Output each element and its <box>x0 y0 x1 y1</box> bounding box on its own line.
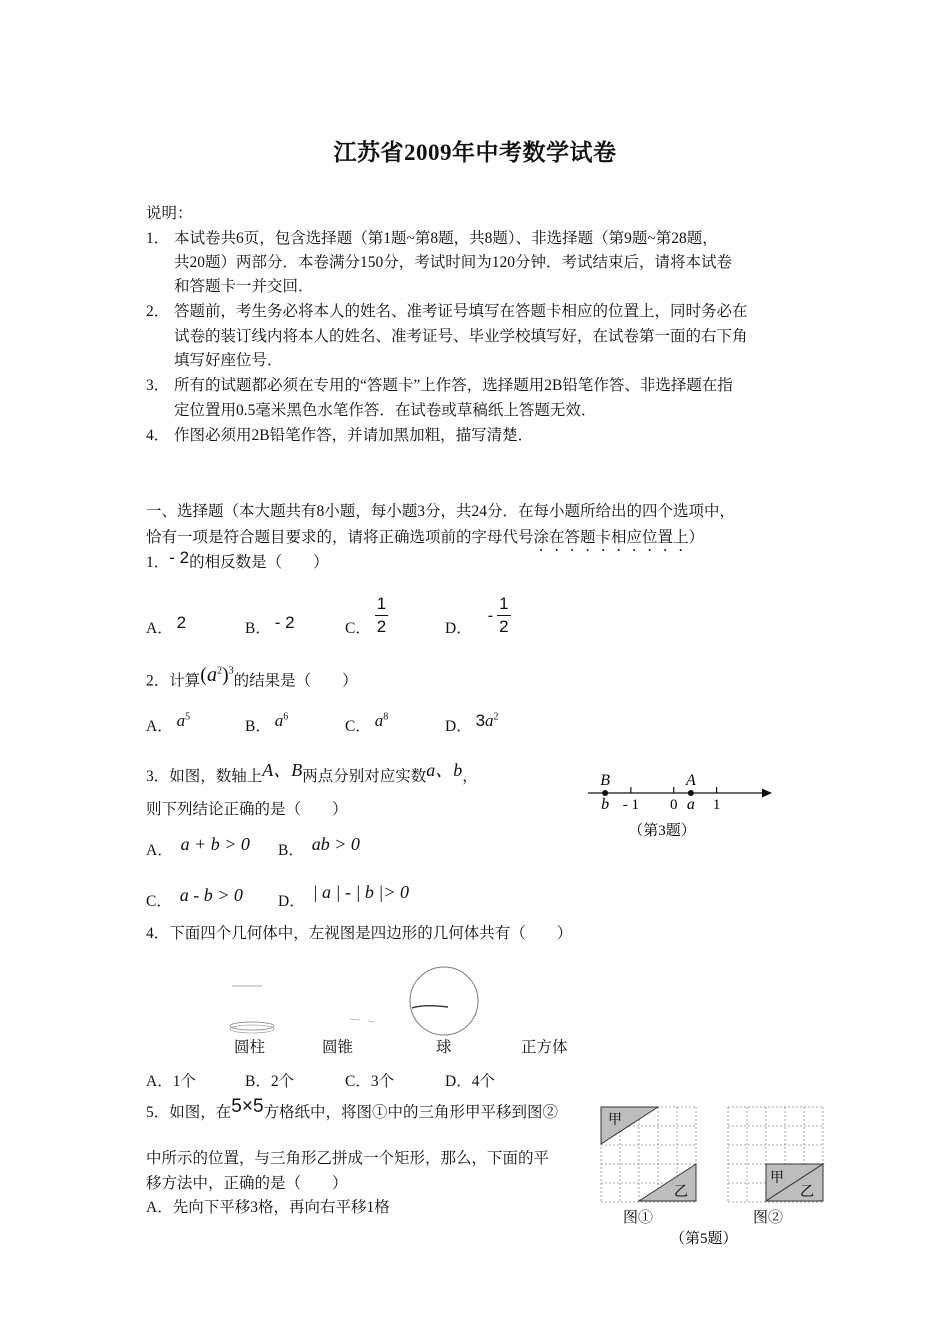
q2-number: 2． <box>146 672 170 690</box>
q4-stem <box>146 923 572 945</box>
q4-shape-cylinder: 圆柱 <box>234 1039 266 1056</box>
instruction-3-line-2: 定位置用0.5毫米黑色水笔作答．在试卷或草稿纸上答题无效． <box>174 402 597 419</box>
page-title: 江苏省2009年中考数学试卷 <box>333 140 617 165</box>
q4-option-a-value: 1个 <box>172 1073 196 1090</box>
q2-inner-exponent: 2 <box>216 665 222 676</box>
q1-option-a <box>146 613 187 638</box>
q1-option-d-label: D． <box>445 620 472 637</box>
q2-base: a <box>206 663 217 686</box>
q3-figure-caption: （第3题） <box>628 823 696 839</box>
number-line-tick-label-minus-1: - 1 <box>622 797 639 813</box>
sphere-icon <box>410 967 478 1035</box>
q4-option-d <box>445 1071 495 1093</box>
q5-stem <box>146 1098 558 1127</box>
instruction-1-line-3: 和答题卡一并交回． <box>174 278 314 295</box>
instruction-1-line-2: 共20题）两部分．本卷满分150分，考试时间为120分钟．考试结束后，请将本试卷 <box>174 254 733 271</box>
q3-end: ， <box>462 768 478 785</box>
q5-figure-1-grid <box>601 1107 696 1226</box>
q3-line-2: 则下列结论正确的是（ ） <box>146 801 348 818</box>
q2-option-c-base: a <box>374 711 384 730</box>
q1-option-d-fraction <box>497 593 510 638</box>
number-line-tick-label-0: 0 <box>669 797 678 813</box>
instruction-2-no: 2． <box>146 303 170 320</box>
q4-option-a <box>146 1071 196 1093</box>
q5-line-3: 移方法中，正确的是（ ） <box>146 1175 348 1192</box>
q2-option-c <box>345 711 389 736</box>
number-line-label-a: a <box>686 796 695 813</box>
instruction-2-line-2: 试卷的装订线内将本人的姓名、准考证号、毕业学校填写好，在试卷第一面的右下角 <box>174 328 748 345</box>
q5-grid-size: 5×5 <box>231 1096 264 1117</box>
q4-option-c <box>345 1071 394 1093</box>
q1-option-d-numerator: 1 <box>497 593 510 616</box>
q1-option-d <box>445 590 511 638</box>
q1-option-c-label: C． <box>345 620 371 637</box>
section1-line-2-end: ） <box>688 529 705 546</box>
q3-vars: a、b <box>426 760 463 780</box>
q3-option-b-expr: ab > 0 <box>311 834 360 854</box>
q2-option-a-label: A． <box>146 718 173 735</box>
instruction-4-line-1: 作图必须用2B铅笔作答，并请加黑加粗，描写清楚． <box>174 427 534 444</box>
q2-option-c-exp: 8 <box>383 711 389 723</box>
q4-option-a-label: A． <box>146 1073 173 1090</box>
q1-option-a-value: 2 <box>176 613 187 632</box>
q3-mid: 两点分别对应实数 <box>302 768 427 785</box>
q1-expression: - 2 <box>169 548 190 567</box>
q2-option-b-base: a <box>274 711 284 730</box>
instruction-2-line-3: 填写好座位号． <box>174 352 283 369</box>
q5-post: 方格纸中，将图①中的三角形甲平移到图② <box>263 1104 559 1121</box>
q4-option-d-label: D． <box>445 1073 472 1090</box>
q5-option-a: A．先向下平移3格，再向右平移1格 <box>146 1199 390 1216</box>
q1-text: 的相反数是（ ） <box>189 554 329 571</box>
instruction-3-no: 3． <box>146 377 170 394</box>
instruction-4-no: 4． <box>146 427 170 444</box>
q1-stem <box>146 548 329 574</box>
q3-option-a-label: A． <box>146 842 173 859</box>
q2-option-c-label: C． <box>345 718 371 735</box>
q4-option-b <box>245 1071 294 1093</box>
q3-option-d-label: D． <box>278 893 305 910</box>
q5-number: 5． <box>146 1104 170 1121</box>
q3-option-c-expr: a - b > 0 <box>179 885 243 905</box>
q2-pre: 计算 <box>169 672 201 690</box>
q2-option-d-label: D． <box>445 718 472 735</box>
section1-emphasis: 涂在答题卡相应位置上 <box>533 529 689 546</box>
q2-option-b-exp: 6 <box>283 711 289 723</box>
instruction-1-line-1: 本试卷共6页，包含选择题（第1题~第8题，共8题）、非选择题（第9题~第28题， <box>174 230 718 247</box>
instruction-1-no: 1． <box>146 230 170 247</box>
q5-figure-2-grid <box>728 1107 823 1226</box>
q2-option-a-base: a <box>176 711 186 730</box>
q3-option-b-label: B． <box>278 842 304 859</box>
q3-option-d <box>278 882 410 911</box>
q4-option-b-label: B． <box>245 1073 271 1090</box>
instructions-heading: 说明： <box>146 205 193 222</box>
q3-option-b <box>278 834 360 860</box>
q5-figures <box>598 1102 828 1252</box>
section1-line-1: 一、选择题（本大题共有8小题，每小题3分，共24分．在每小题所给出的四个选项中， <box>146 503 736 520</box>
q4-option-b-value: 2个 <box>270 1073 295 1090</box>
q1-option-b <box>245 613 295 638</box>
q2-option-a-exp: 5 <box>185 711 191 723</box>
q1-option-a-label: A． <box>146 620 173 637</box>
q3-number: 3． <box>146 768 170 785</box>
q2-text: 的结果是（ ） <box>233 672 358 690</box>
q4-option-c-label: C． <box>345 1073 371 1090</box>
q4-option-d-value: 4个 <box>471 1073 495 1090</box>
q3-option-d-expr: | a | - | b |> 0 <box>312 882 410 902</box>
figure-1-label-yi: 乙 <box>674 1185 688 1200</box>
q2-stem <box>146 662 358 696</box>
q3-option-c-label: C． <box>146 893 172 910</box>
q4-shape-cube: 正方体 <box>521 1039 568 1056</box>
q3-option-a <box>146 834 250 860</box>
q4-option-c-value: 3个 <box>370 1073 395 1090</box>
q3-option-a-expr: a + b > 0 <box>180 834 250 854</box>
q1-option-d-sign: - <box>487 605 494 625</box>
q2-option-b-label: B． <box>245 718 271 735</box>
cylinder-icon <box>230 986 274 1033</box>
q5-figure-caption: （第5题） <box>670 1231 738 1247</box>
q5-figure-2-label: 图② <box>753 1210 784 1226</box>
figure-1-label-jia: 甲 <box>608 1113 622 1128</box>
q2-option-b <box>245 711 289 736</box>
q3-number-line-figure <box>580 765 780 845</box>
section1-line-2-start: 恰有一项是符合题目要求的，请将正确选项前的字母代号 <box>146 529 534 546</box>
q2-option-a <box>146 711 191 736</box>
q3-option-c <box>146 885 243 911</box>
number-line-arrow-icon <box>762 789 772 798</box>
q3-stem <box>146 762 478 790</box>
q2-option-d <box>445 711 499 736</box>
q5-figure-1-label: 图① <box>623 1210 654 1226</box>
q2-option-d-coef: 3 <box>475 711 486 730</box>
instruction-3-line-1: 所有的试题都必须在专用的“答题卡”上作答，选择题用2B铅笔作答、非选择题在指 <box>174 377 733 394</box>
q2-outer-exponent: 3 <box>228 665 234 676</box>
q2-option-d-exp: 2 <box>493 711 499 723</box>
q5-line-2: 中所示的位置，与三角形乙拼成一个矩形，那么，下面的平 <box>146 1150 550 1167</box>
q3-pre: 如图，数轴上 <box>169 768 263 785</box>
number-line-label-A: A <box>685 772 696 789</box>
q1-option-b-label: B． <box>245 620 271 637</box>
q1-option-c-numerator: 1 <box>375 593 388 616</box>
q1-number: 1． <box>146 554 170 571</box>
q2-option-d-base: a <box>485 711 494 730</box>
q2-expression: $(a^2)^3$ <box>200 663 234 686</box>
q3-points: A、B <box>262 760 303 780</box>
q1-option-c <box>345 590 388 638</box>
number-line-tick-label-1: 1 <box>712 797 721 813</box>
q4-solids-figure <box>220 960 520 1040</box>
q4-shape-sphere: 球 <box>436 1039 452 1056</box>
q1-option-c-denominator: 2 <box>376 617 387 636</box>
q1-option-d-denominator: 2 <box>499 617 509 636</box>
number-line-label-B: B <box>600 772 611 789</box>
figure-2-label-jia: 甲 <box>770 1171 784 1186</box>
instruction-2-line-1: 答题前，考生务必将本人的姓名、准考证号填写在答题卡相应的位置上，同时务必在 <box>174 303 748 320</box>
q4-number: 4． <box>146 925 170 942</box>
q1-option-b-value: - 2 <box>274 613 295 632</box>
q1-option-c-fraction <box>375 593 388 638</box>
q4-shape-cone: 圆锥 <box>322 1039 354 1056</box>
q5-pre: 如图，在 <box>169 1104 232 1121</box>
q4-text: 下面四个几何体中，左视图是四边形的几何体共有（ ） <box>169 925 573 942</box>
figure-2-label-yi: 乙 <box>800 1185 814 1200</box>
cone-icon <box>350 1019 374 1022</box>
number-line-label-b: b <box>601 796 610 813</box>
